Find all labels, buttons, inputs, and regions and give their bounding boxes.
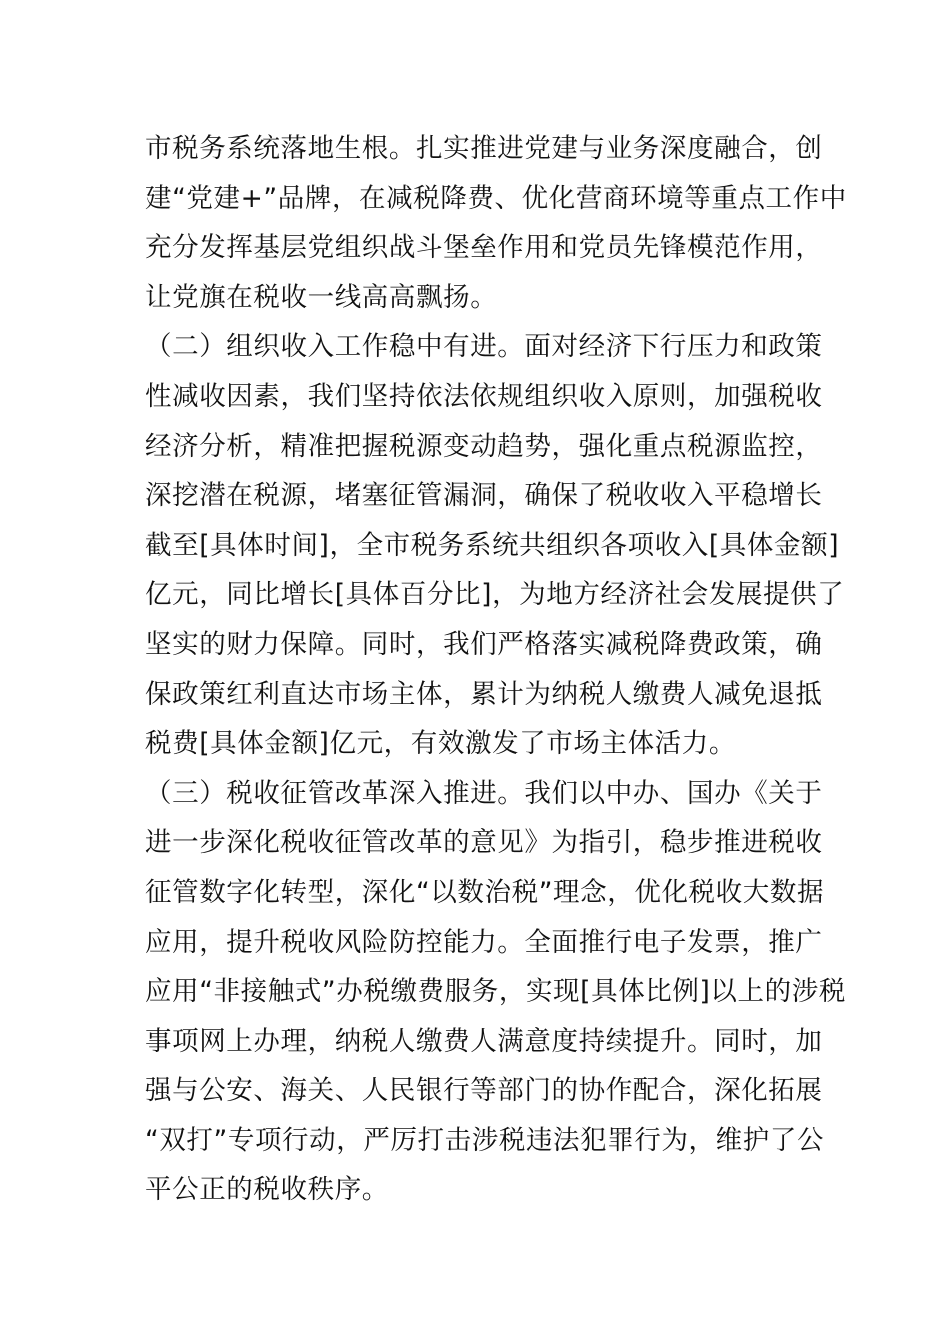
paragraph-section-2-line: 截至[具体时间]，全市税务系统共组织各项收入[具体金额] [145,529,840,561]
paragraph-section-3-line: 征管数字化转型，深化“以数治税”理念，优化税收大数据 [145,876,825,908]
paragraph-intro-line: 建“党建+”品牌，在减税降费、优化营商环境等重点工作中 [145,182,847,214]
paragraph-section-3-line: 事项网上办理，纳税人缴费人满意度持续提升。同时，加 [145,1025,823,1057]
paragraph-intro-line: 让党旗在税收一线高高飘扬。 [145,281,498,313]
paragraph-section-3-line: 强与公安、海关、人民银行等部门的协作配合，深化拓展 [145,1075,823,1107]
paragraph-section-3-line: 平公正的税收秩序。 [145,1174,389,1206]
document-body [145,124,847,1215]
paragraph-section-2-line: 亿元，同比增长[具体百分比]，为地方经济社会发展提供了 [145,579,845,611]
paragraph-intro-line: 市税务系统落地生根。扎实推进党建与业务深度融合，创 [145,133,823,164]
paragraph-section-3-line: （三）税收征管改革深入推进。我们以中办、国办《关于 [145,777,823,809]
paragraph-section-2-line: （二）组织收入工作稳中有进。面对经济下行压力和政策 [145,331,823,363]
paragraph-section-2-line: 经济分析，精准把握税源变动趋势，强化重点税源监控， [145,430,823,462]
paragraph-section-2-line: 深挖潜在税源，堵塞征管漏洞，确保了税收收入平稳增长 [145,480,823,512]
paragraph-section-3-line: 应用“非接触式”办税缴费服务，实现[具体比例]以上的涉税 [145,976,846,1008]
paragraph-section-2-line: 保政策红利直达市场主体，累计为纳税人缴费人减免退抵 [145,678,823,710]
paragraph-intro-line: 充分发挥基层党组织战斗堡垒作用和党员先锋模范作用， [145,232,823,264]
paragraph-section-2-line: 坚实的财力保障。同时，我们严格落实减税降费政策，确 [145,628,823,660]
paragraph-section-3-line: 进一步深化税收征管改革的意见》为指引，稳步推进税收 [145,827,823,859]
paragraph-section-2-line: 税费[具体金额]亿元，有效激发了市场主体活力。 [145,728,736,760]
paragraph-section-3-line: “双打”专项行动，严厉打击涉税违法犯罪行为，维护了公 [145,1124,825,1156]
paragraph-section-2-line: 性减收因素，我们坚持依法依规组织收入原则，加强税收 [145,380,823,412]
paragraph-section-3-line: 应用，提升税收风险防控能力。全面推行电子发票，推广 [145,926,823,958]
